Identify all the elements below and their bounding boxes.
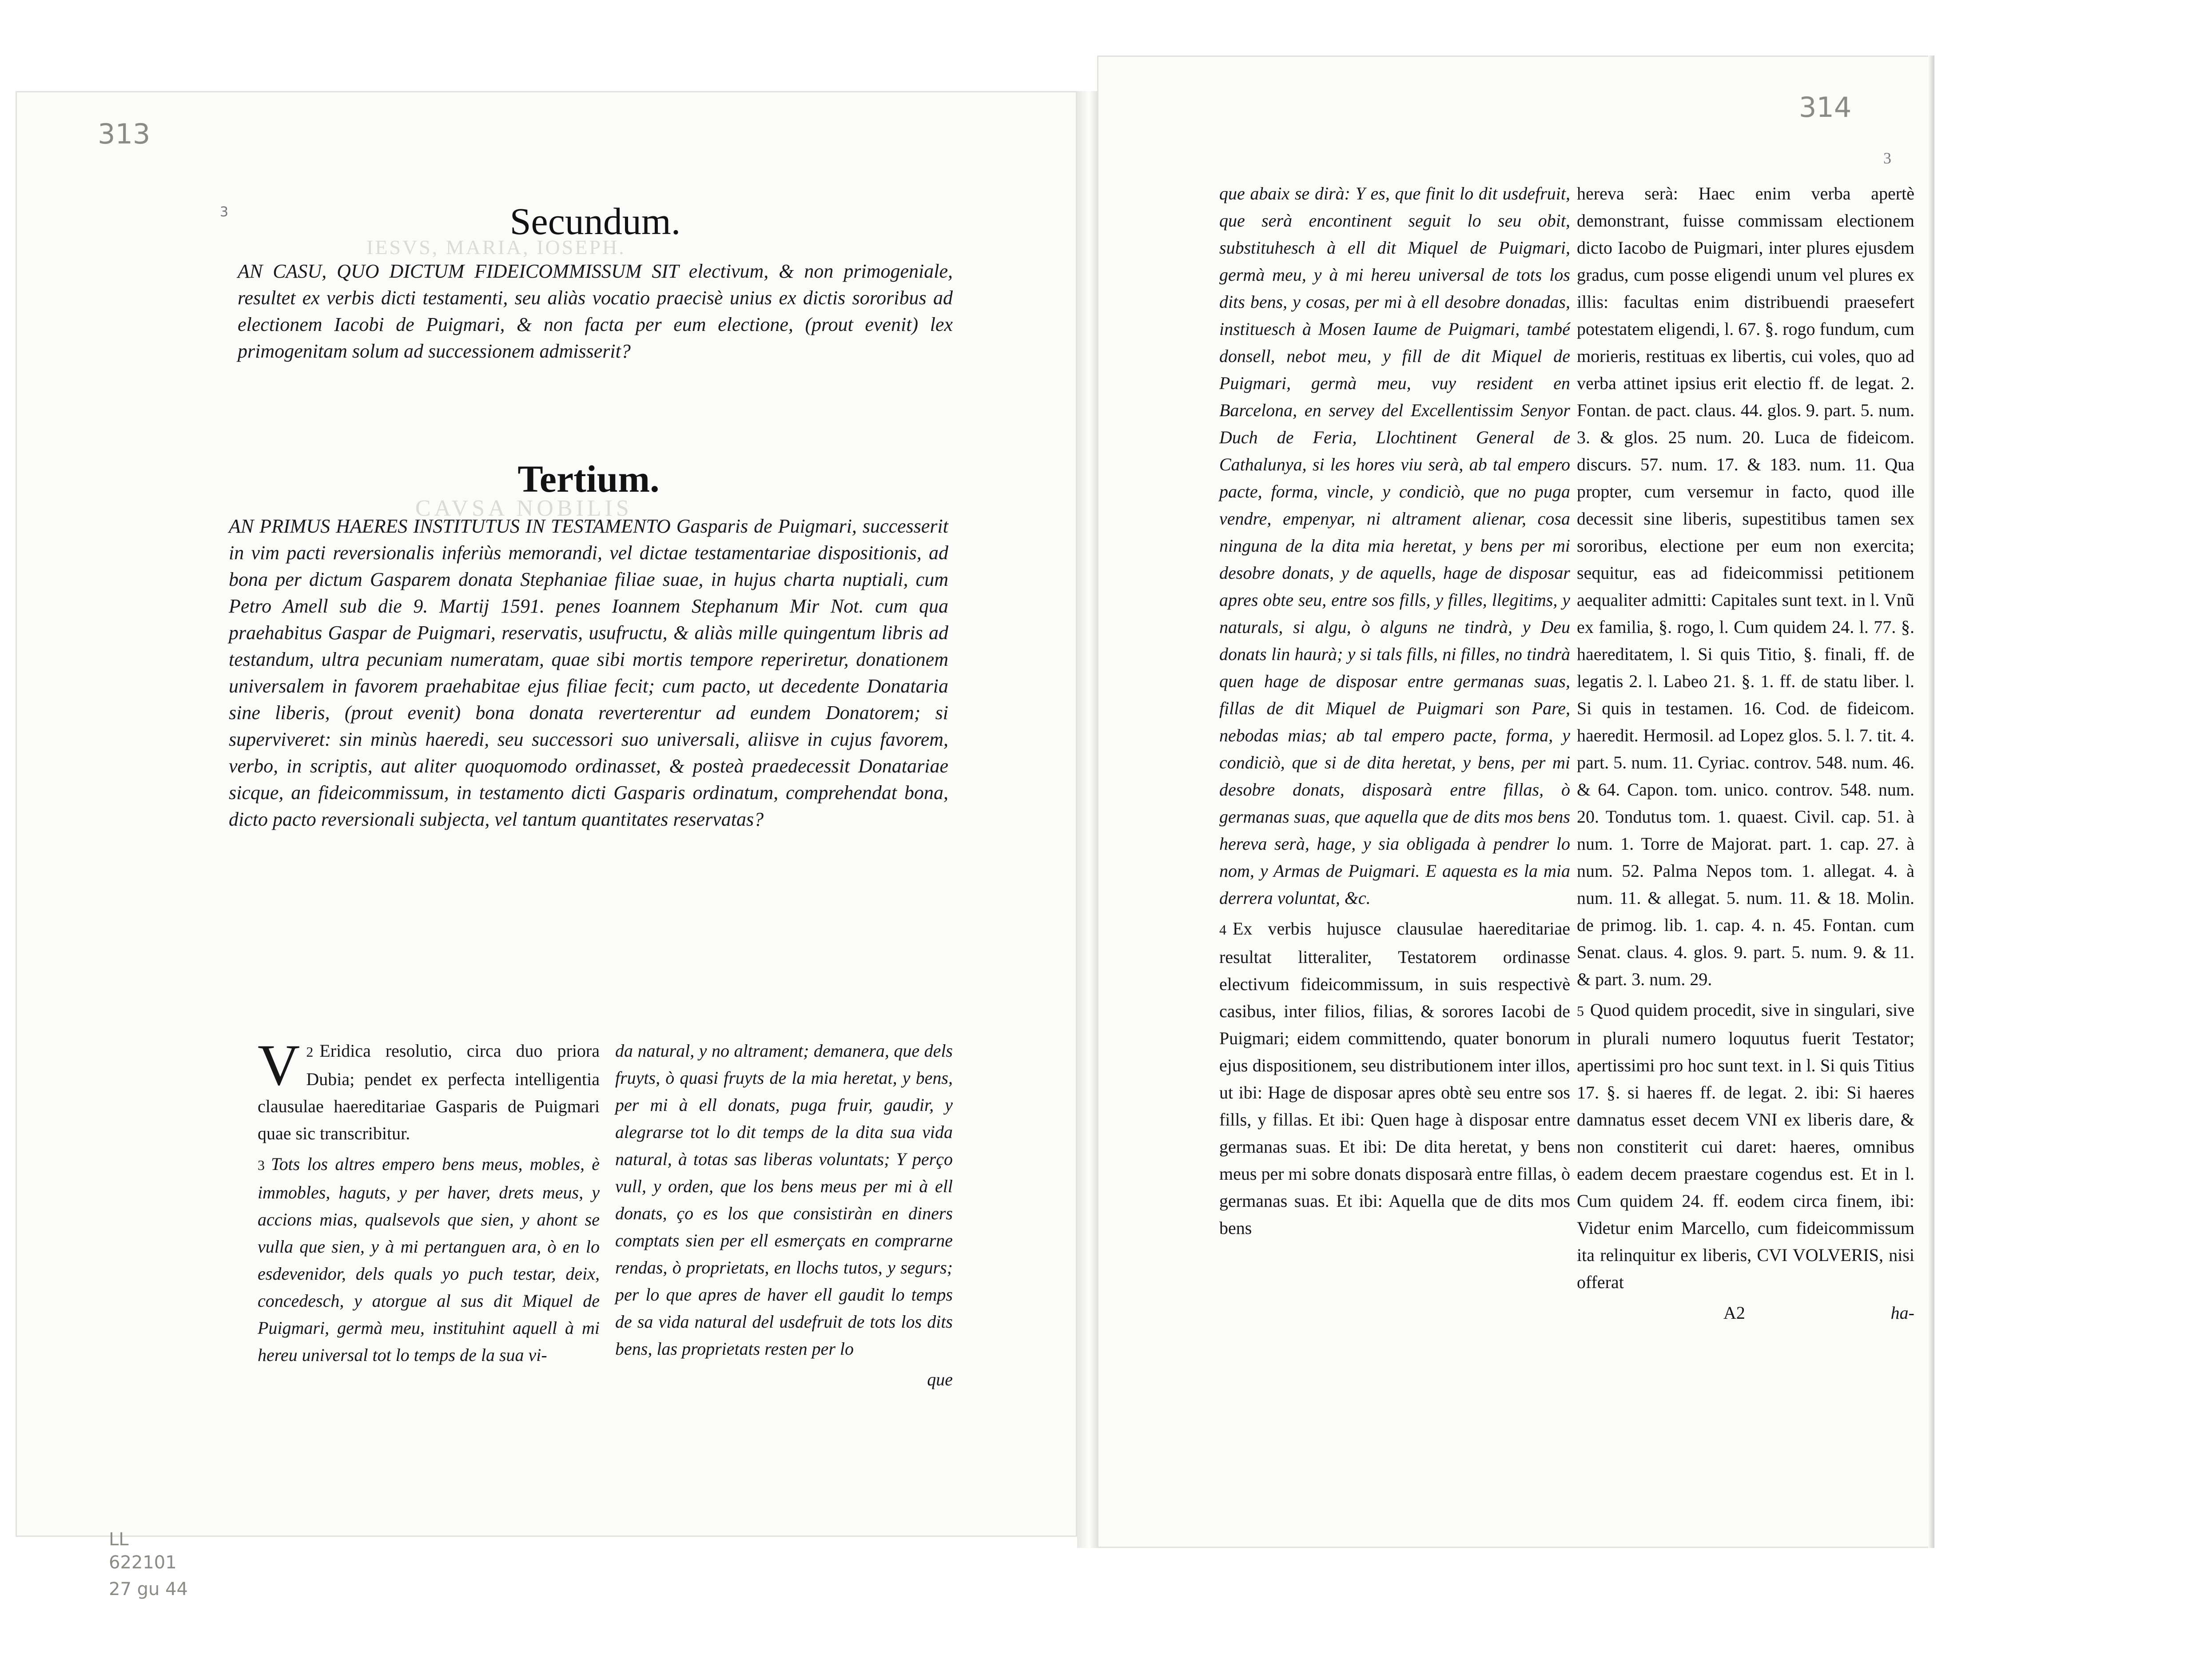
paragraph-5-text: Quod quidem procedit, sive in singulari, sive in plurali numero loquutus fuerit Testator; apertissimi pro hoc sunt text. in l. Si quis Titius 17. §. si haeres ff. de legat. 2. ibi: Si haeres damnatus esset decem VNI ex liberis dare, & non constiterit cui daret: haeres, omnibus eadem decem praestare cogendus est. Et in l. Cum quidem 24. ff. eodem circa finem, ibi: Videtur enim Marcello, cum fideicommissum ita relinquitur ex liberis, CVI VOLVERIS, nisi offerat [1577, 1000, 1914, 1292]
question-tertium [229, 460, 948, 833]
page-number: 3 [1883, 149, 1891, 167]
paragraph-number: 3 [258, 1157, 265, 1173]
question-secundum [238, 202, 953, 365]
clause-continuation-right: que abaix se dirà: Y es, que finit lo dit usdefruit, que serà encontinent seguit lo seu obit, substituhesch à ell dit Miquel de Puigmari, germà meu, y à mi hereu universal de tots los dits bens, y cosas, per mi à ell desobre donadas, instituesch à Mosen Iaume de Puigmari, també donsell, nebot meu, y fill de dit Miquel de Puigmari, germà meu, vuy resident en Barcelona, en servey del Excellentissim Senyor Duch de Feria, Llochtinent General de Cathalunya, si les hores viu serà, ab tal empero pacte, forma, vincle, y condiciò, que no puga vendre, empenyar, ni altrament alienar, cosa ninguna de la dita mia heretat, y bens per mi desobre donats, y de aquells, hage de disposar apres obte seu, entre sos fills, y filles, llegitims, y naturals, si algu, ò alguns ne tindrà, y Deu donats lin haurà; y si tals fills, ni filles, no tindrà quen hage de disposar entre germanas suas, fillas de dit Miquel de Puigmari son Pare, nebodas mias; ab tal empero pacte, forma, y condiciò, que si de dita heretat, y bens, per mi desobre donats, disposarà entre fillas, ò germanas suas, que aquella que de dits mos bens hereva serà, hage, y sia obligada à pendrer lo nom, y Armas de Puigmari. E aquesta es la mia derrera voluntat, &c. [1219, 183, 1570, 908]
question-secundum-text: AN CASU, QUO DICTUM FIDEICOMMISSUM SIT electivum, & non primogeniale, resultet ex verbis dicti testamenti, seu aliàs vocatio praecisè unius ex dictis sororibus ad electionem Iacobi de Puigmari, & non facta per eum electione, (prout evenit) lex primogenitam solum ad successionem admisserit? [238, 260, 953, 362]
folio-number-left: 313 [98, 118, 151, 150]
paragraph-2-text: Eridica resolutio, circa duo priora Dubia; pendet ex perfecta intelligentia clausulae haereditariae Gasparis de Puigmari quae sic transcribitur. [258, 1041, 600, 1143]
left-page [16, 91, 1077, 1599]
paragraph-number: 2 [306, 1044, 314, 1060]
left-column-2 [615, 1037, 953, 1393]
right-column-2 [1577, 180, 1914, 1326]
corner-mark: 3 [220, 204, 229, 220]
drop-cap: V [258, 1032, 300, 1098]
question-tertium-text: AN PRIMUS HAERES INSTITUTUS IN TESTAMENTO Gasparis de Puigmari, successerit in vim pacti reversionalis inferiùs memorandi, vel dictae testamentariae dispositionis, ad bona per dictum Gasparem donata Stephaniae filiae suae, in hujus charta nuptiali, cum Petro Amell sub die 9. Martij 1591. penes Ioannem Stephanum Mir Not. cum qua praehabitus Gaspar de Puigmari, reservatis, usufructu, & aliàs mille quingentum libris ad testandum, ultra pecuniam numeratam, quae sibi mortis tempore reperiretur, donationem universalem in favorem praehabitae ejus filiae fecit; cum pacto, ut decedente Donataria sine liberis, (prout evenit) bona donata reverterentur ad eundem Donatorem; si superviveret: sin minùs haeredi, seu successori suo universali, aliisve in cujus favorem, verbo, in scriptis, aut aliter quoquomodo ordinasset, & posteà praedecessit Donatariae sicque, an fideicommissum, in testamento dicti Gasparis ordinatum, comprehendat bona, dicto pacto reversionali subjecta, vel tantum quantitates reservatas? [229, 515, 948, 830]
right-page [1097, 56, 1934, 1548]
paragraph-4-text: Ex verbis hujusce clausulae haereditariae resultat litteraliter, Testatorem ordinasse electivum fideicommissum, in suis respectivè casibus, inter filios, filias, & sorores Iacobi de Puigmari; eidem committendo, quater bonorum ejus dispositionem, seu distributionem inter illos, ut ibi: Hage de disposar apres obtè seu entre sos fills, y fillas. Et ibi: Quen hage à disposar entre germanas suas. Et ibi: De dita heretat, y bens meus per mi sobre donats disposarà entre fillas, ò germanas suas. Et ibi: Aquella que de dits mos bens [1219, 919, 1570, 1238]
left-column-1 [258, 1032, 600, 1372]
shelfmark-note: LL 622101 [109, 1529, 177, 1573]
date-note: 27 gu 44 [109, 1579, 188, 1599]
argument-paragraph: hereva serà: Haec enim verba apertè demonstrant, fuisse commissam electionem dicto Iacobo de Puigmari, inter plures ejusdem gradus, cum posse eligendi unum vel plures ex illis: facultas enim distribuendi praesefert potestatem eligendi, l. 67. §. rogo fundum, cum morieris, restituas ex libertis, cui voles, quo ad verba attinet ipsius erit electio ff. de legat. 2. Fontan. de pact. claus. 44. glos. 9. part. 5. num. 3. & glos. 25 num. 20. Luca de fideicom. discurs. 57. num. 17. & 183. num. 11. Qua propter, cum versemur in facto, quod ille decessit sine liberis, supestitibus tamen sex sororibus, electione per eum non exercita; sequitur, eas ad fideicommissi petitionem aequaliter admitti: Capitales sunt text. in l. Vnũ ex familia, §. rogo, l. Cum quidem 24. l. 77. §. haereditatem, l. Si quis Titio, §. finali, ff. de legatis 2. l. Labeo 21. §. 1. ff. de statu liber. l. Si quis in testamen. 16. Cod. de fideicom. haeredit. Hermosil. ad Lopez glos. 5. l. 7. tit. 4. part. 5. num. 11. Cyriac. controv. 548. num. 46. & 64. Capon. tom. unico. controv. 548. num. 20. Tondutus tom. 1. quaest. Civil. cap. 51. à num. 1. Torre de Majorat. part. 1. cap. 27. à num. 52. Palma Nepos tom. 1. allegat. 4. à num. 11. & allegat. 5. num. 11. & 18. Molin. de primog. lib. 1. cap. 4. n. 45. Fontan. cum Senat. claus. 4. glos. 9. part. 5. num. 9. & 11. & part. 3. num. 29. [1577, 183, 1914, 989]
clause-continuation: da natural, y no altrament; demanera, que dels fruyts, ò quasi fruyts de la mia heretat, y bens, per mi à ell donats, puga fruir, gaudir, y alegrarse tot lo dit temps de la dita sua vida natural, à totas sas liberas voluntats; Y perço vull, y orden, que los bens meus per mi à ell donats, ço es los que consistiràn en diners comptats sien per ell esmerçats en comprarne rendas, ò proprietats, en llochs tutos, y segurs; per lo que apres de haver ell gaudit lo temps de sa vida natural del usdefruit de tots los dits bens, las proprietats resten per lo [615, 1041, 953, 1359]
folio-number-right: 314 [1799, 91, 1852, 123]
paragraph-2 [258, 1032, 600, 1147]
signature-mark: A2 [1723, 1303, 1745, 1323]
paragraph-number: 5 [1577, 1003, 1584, 1019]
catchword: ha- [1890, 1303, 1914, 1323]
heading-secundum: Secundum. [509, 200, 681, 243]
paragraph-5 [1577, 996, 1914, 1296]
heading-tertium: Tertium. [517, 458, 660, 500]
bleed-through-title: IESVS, MARIA, IOSEPH. [366, 236, 626, 259]
bleed-through-subtitle: CAVSA NOBILIS [415, 496, 633, 521]
catchword: que [927, 1369, 953, 1389]
paragraph-3-text: Tots los altres empero bens meus, mobles, è immobles, haguts, y per haver, drets meus, y accions mias, qualsevols que sien, y ahont se vulla que sien, y à mi pertanguen ara, ò en lo esdevenidor, dels quals yo puch testar, deix, concedesch, y atorgue al sus dit Miquel de Puigmari, germà meu, instituhint aquell à mi hereu universal tot lo temps de la sua vi- [258, 1154, 600, 1365]
gutter [1077, 91, 1097, 1548]
right-column-1 [1219, 180, 1570, 1245]
paragraph-4 [1219, 915, 1570, 1241]
page-edge [1928, 56, 1934, 1548]
paragraph-number: 4 [1219, 922, 1226, 938]
paragraph-3 [258, 1150, 600, 1369]
